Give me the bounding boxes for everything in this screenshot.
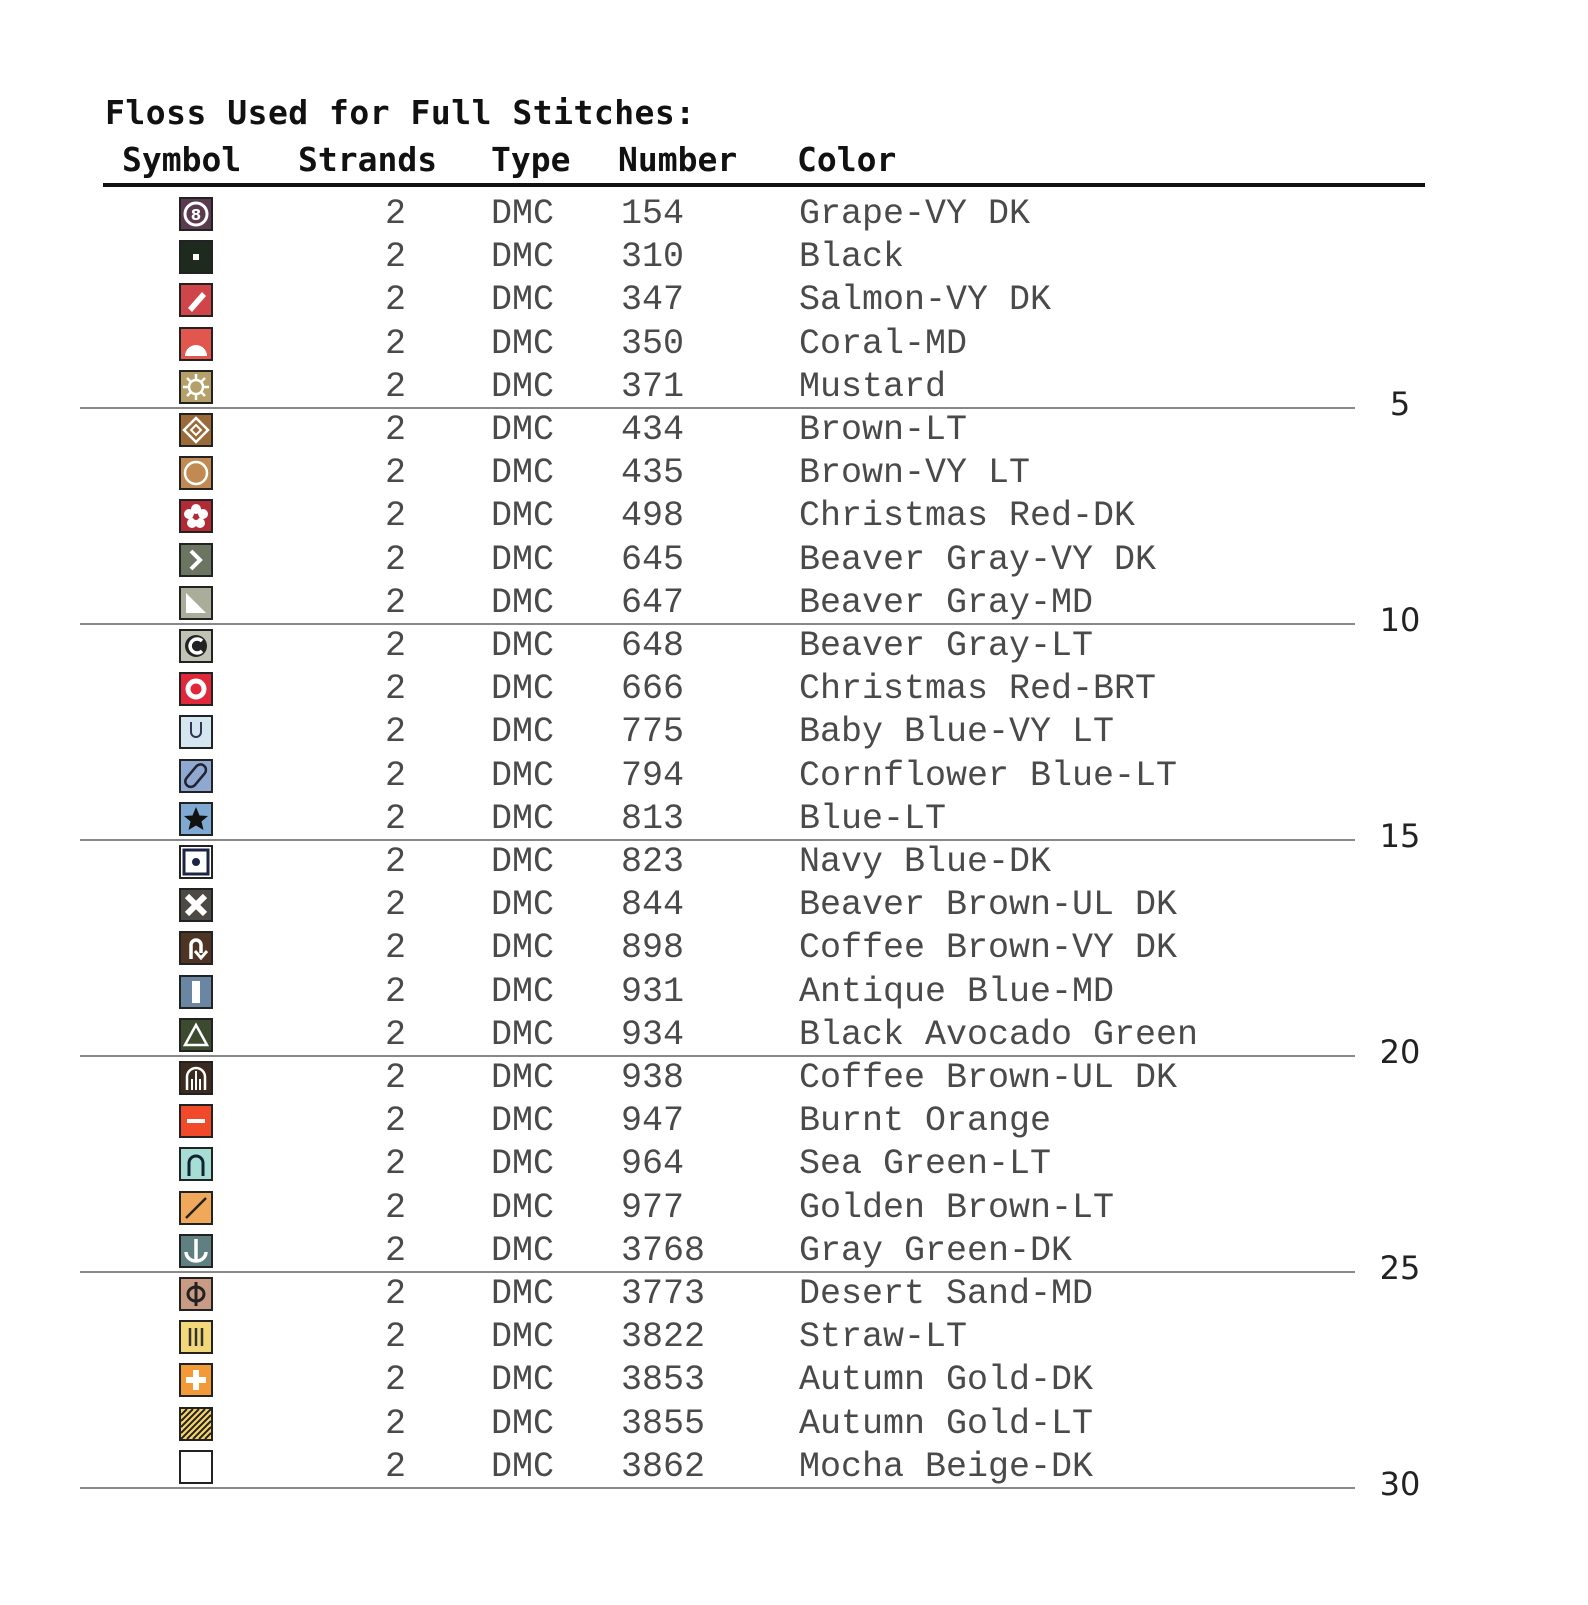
- strands-cell: 2: [385, 669, 407, 709]
- ring-icon: [179, 672, 213, 706]
- number-cell: 934: [621, 1015, 685, 1055]
- strands-cell: 2: [385, 1144, 407, 1184]
- table-row: [0, 711, 1588, 754]
- table-row: [0, 1316, 1588, 1359]
- type-cell: DMC: [491, 496, 555, 536]
- hatch-icon: [179, 1407, 213, 1441]
- circle-outline-icon: [179, 456, 213, 490]
- strands-cell: 2: [385, 928, 407, 968]
- number-cell: 434: [621, 410, 685, 450]
- row-count-marker: 20: [1379, 1033, 1421, 1071]
- table-row: [0, 193, 1588, 236]
- diagonal-bar-icon: [179, 283, 213, 317]
- strands-cell: 2: [385, 1101, 407, 1141]
- group-divider: [80, 1487, 1355, 1489]
- pill-icon: [179, 759, 213, 793]
- type-cell: DMC: [491, 1101, 555, 1141]
- strands-cell: 2: [385, 799, 407, 839]
- number-cell: 645: [621, 540, 685, 580]
- vertical-bar-icon: [179, 975, 213, 1009]
- color-name-cell: Black Avocado Green: [799, 1015, 1199, 1055]
- strands-cell: 2: [385, 842, 407, 882]
- strands-cell: 2: [385, 885, 407, 925]
- chevron-right-icon: [179, 543, 213, 577]
- strands-cell: 2: [385, 1058, 407, 1098]
- u-turn-arrow-icon: [179, 931, 213, 965]
- row-count-marker: 10: [1379, 601, 1421, 639]
- eight-circle-icon: [179, 197, 213, 231]
- type-cell: DMC: [491, 1404, 555, 1444]
- color-name-cell: Burnt Orange: [799, 1101, 1052, 1141]
- table-row: [0, 1057, 1588, 1100]
- type-cell: DMC: [491, 885, 555, 925]
- table-row: [0, 495, 1588, 538]
- c-letter-icon: [179, 629, 213, 663]
- table-row: [0, 1446, 1588, 1489]
- anchor-icon: [179, 1234, 213, 1268]
- type-cell: DMC: [491, 626, 555, 666]
- number-cell: 3768: [621, 1231, 706, 1271]
- color-name-cell: Golden Brown-LT: [799, 1188, 1115, 1228]
- color-name-cell: Antique Blue-MD: [799, 972, 1115, 1012]
- x-cross-icon: [179, 888, 213, 922]
- type-cell: DMC: [491, 1015, 555, 1055]
- table-row: [0, 409, 1588, 452]
- table-row: [0, 1273, 1588, 1316]
- type-cell: DMC: [491, 669, 555, 709]
- plus-icon: [179, 1363, 213, 1397]
- table-row: [0, 668, 1588, 711]
- square-dot-icon: [179, 845, 213, 879]
- number-cell: 666: [621, 669, 685, 709]
- row-count-marker: 30: [1379, 1465, 1421, 1503]
- number-cell: 3773: [621, 1274, 706, 1314]
- type-cell: DMC: [491, 928, 555, 968]
- table-row: [0, 539, 1588, 582]
- strands-cell: 2: [385, 453, 407, 493]
- strands-cell: 2: [385, 280, 407, 320]
- color-name-cell: Blue-LT: [799, 799, 947, 839]
- color-name-cell: Autumn Gold-LT: [799, 1404, 1094, 1444]
- type-cell: DMC: [491, 1274, 555, 1314]
- color-name-cell: Beaver Brown-UL DK: [799, 885, 1178, 925]
- table-row: [0, 1187, 1588, 1230]
- dot-icon: [179, 240, 213, 274]
- number-cell: 775: [621, 712, 685, 752]
- triangle-outline-icon: [179, 1018, 213, 1052]
- strands-cell: 2: [385, 1404, 407, 1444]
- strands-cell: 2: [385, 1188, 407, 1228]
- svg-text:8: 8: [190, 206, 202, 224]
- color-name-cell: Gray Green-DK: [799, 1231, 1073, 1271]
- square-outline-icon: [179, 1450, 213, 1484]
- color-name-cell: Beaver Gray-VY DK: [799, 540, 1157, 580]
- type-cell: DMC: [491, 1231, 555, 1271]
- number-cell: 3855: [621, 1404, 706, 1444]
- color-name-cell: Mustard: [799, 367, 947, 407]
- u-letter-icon: [179, 715, 213, 749]
- number-cell: 371: [621, 367, 685, 407]
- table-row: [0, 366, 1588, 409]
- table-row: [0, 1230, 1588, 1273]
- type-cell: DMC: [491, 280, 555, 320]
- color-name-cell: Grape-VY DK: [799, 194, 1031, 234]
- header-strands: Strands: [298, 140, 438, 179]
- strands-cell: 2: [385, 583, 407, 623]
- color-name-cell: Beaver Gray-LT: [799, 626, 1094, 666]
- table-row: [0, 927, 1588, 970]
- type-cell: DMC: [491, 972, 555, 1012]
- table-row: [0, 798, 1588, 841]
- color-name-cell: Coffee Brown-UL DK: [799, 1058, 1178, 1098]
- strands-cell: 2: [385, 712, 407, 752]
- strands-cell: 2: [385, 410, 407, 450]
- diamond-icon: [179, 413, 213, 447]
- number-cell: 3853: [621, 1360, 706, 1400]
- strands-cell: 2: [385, 1015, 407, 1055]
- page-title: Floss Used for Full Stitches:: [105, 93, 696, 132]
- table-row: [0, 236, 1588, 279]
- color-name-cell: Christmas Red-BRT: [799, 669, 1157, 709]
- type-cell: DMC: [491, 712, 555, 752]
- type-cell: DMC: [491, 1058, 555, 1098]
- star-icon: [179, 802, 213, 836]
- table-row: [0, 582, 1588, 625]
- strands-cell: 2: [385, 972, 407, 1012]
- color-name-cell: Straw-LT: [799, 1317, 968, 1357]
- number-cell: 844: [621, 885, 685, 925]
- type-cell: DMC: [491, 1188, 555, 1228]
- table-row: [0, 1359, 1588, 1402]
- arch-icon: [179, 1147, 213, 1181]
- row-count-marker: 5: [1389, 385, 1411, 423]
- type-cell: DMC: [491, 1447, 555, 1487]
- color-name-cell: Navy Blue-DK: [799, 842, 1052, 882]
- color-name-cell: Christmas Red-DK: [799, 496, 1136, 536]
- number-cell: 947: [621, 1101, 685, 1141]
- strands-cell: 2: [385, 1274, 407, 1314]
- type-cell: DMC: [491, 799, 555, 839]
- type-cell: DMC: [491, 237, 555, 277]
- number-cell: 647: [621, 583, 685, 623]
- table-row: [0, 323, 1588, 366]
- table-row: [0, 625, 1588, 668]
- type-cell: DMC: [491, 1317, 555, 1357]
- number-cell: 350: [621, 324, 685, 364]
- strands-cell: 2: [385, 1447, 407, 1487]
- table-row: [0, 452, 1588, 495]
- strands-cell: 2: [385, 540, 407, 580]
- type-cell: DMC: [491, 194, 555, 234]
- sun-icon: [179, 370, 213, 404]
- arch-lines-icon: [179, 1061, 213, 1095]
- color-name-cell: Salmon-VY DK: [799, 280, 1052, 320]
- type-cell: DMC: [491, 410, 555, 450]
- type-cell: DMC: [491, 583, 555, 623]
- color-name-cell: Baby Blue-VY LT: [799, 712, 1115, 752]
- table-row: [0, 1403, 1588, 1446]
- triangle-corner-icon: [179, 586, 213, 620]
- number-cell: 498: [621, 496, 685, 536]
- number-cell: 648: [621, 626, 685, 666]
- type-cell: DMC: [491, 367, 555, 407]
- type-cell: DMC: [491, 1360, 555, 1400]
- strands-cell: 2: [385, 1360, 407, 1400]
- color-name-cell: Black: [799, 237, 905, 277]
- row-count-marker: 25: [1379, 1249, 1421, 1287]
- header-symbol: Symbol: [122, 140, 242, 179]
- type-cell: DMC: [491, 324, 555, 364]
- phi-icon: [179, 1277, 213, 1311]
- number-cell: 977: [621, 1188, 685, 1228]
- number-cell: 347: [621, 280, 685, 320]
- strands-cell: 2: [385, 237, 407, 277]
- table-row: [0, 884, 1588, 927]
- table-row: [0, 1014, 1588, 1057]
- number-cell: 823: [621, 842, 685, 882]
- strands-cell: 2: [385, 1317, 407, 1357]
- type-cell: DMC: [491, 540, 555, 580]
- number-cell: 3862: [621, 1447, 706, 1487]
- strands-cell: 2: [385, 1231, 407, 1271]
- number-cell: 435: [621, 453, 685, 493]
- color-name-cell: Coffee Brown-VY DK: [799, 928, 1178, 968]
- number-cell: 813: [621, 799, 685, 839]
- color-name-cell: Sea Green-LT: [799, 1144, 1052, 1184]
- flower-icon: [179, 499, 213, 533]
- type-cell: DMC: [491, 756, 555, 796]
- half-circle-icon: [179, 327, 213, 361]
- strands-cell: 2: [385, 194, 407, 234]
- header-number: Number: [618, 140, 738, 179]
- color-name-cell: Desert Sand-MD: [799, 1274, 1094, 1314]
- color-name-cell: Mocha Beige-DK: [799, 1447, 1094, 1487]
- color-name-cell: Cornflower Blue-LT: [799, 756, 1178, 796]
- number-cell: 154: [621, 194, 685, 234]
- color-name-cell: Beaver Gray-MD: [799, 583, 1094, 623]
- color-name-cell: Brown-LT: [799, 410, 968, 450]
- table-row: [0, 755, 1588, 798]
- slash-icon: [179, 1191, 213, 1225]
- number-cell: 898: [621, 928, 685, 968]
- table-row: [0, 841, 1588, 884]
- type-cell: DMC: [491, 453, 555, 493]
- strands-cell: 2: [385, 324, 407, 364]
- table-row: [0, 1100, 1588, 1143]
- type-cell: DMC: [491, 842, 555, 882]
- strands-cell: 2: [385, 496, 407, 536]
- number-cell: 3822: [621, 1317, 706, 1357]
- number-cell: 964: [621, 1144, 685, 1184]
- header-type: Type: [491, 140, 571, 179]
- color-name-cell: Coral-MD: [799, 324, 968, 364]
- type-cell: DMC: [491, 1144, 555, 1184]
- table-row: [0, 971, 1588, 1014]
- number-cell: 931: [621, 972, 685, 1012]
- strands-cell: 2: [385, 756, 407, 796]
- number-cell: 938: [621, 1058, 685, 1098]
- table-row: [0, 1143, 1588, 1186]
- header-color: Color: [797, 140, 897, 179]
- row-count-marker: 15: [1379, 817, 1421, 855]
- number-cell: 310: [621, 237, 685, 277]
- number-cell: 794: [621, 756, 685, 796]
- triple-bars-icon: [179, 1320, 213, 1354]
- color-name-cell: Autumn Gold-DK: [799, 1360, 1094, 1400]
- table-row: [0, 279, 1588, 322]
- strands-cell: 2: [385, 367, 407, 407]
- minus-icon: [179, 1104, 213, 1138]
- color-name-cell: Brown-VY LT: [799, 453, 1031, 493]
- strands-cell: 2: [385, 626, 407, 666]
